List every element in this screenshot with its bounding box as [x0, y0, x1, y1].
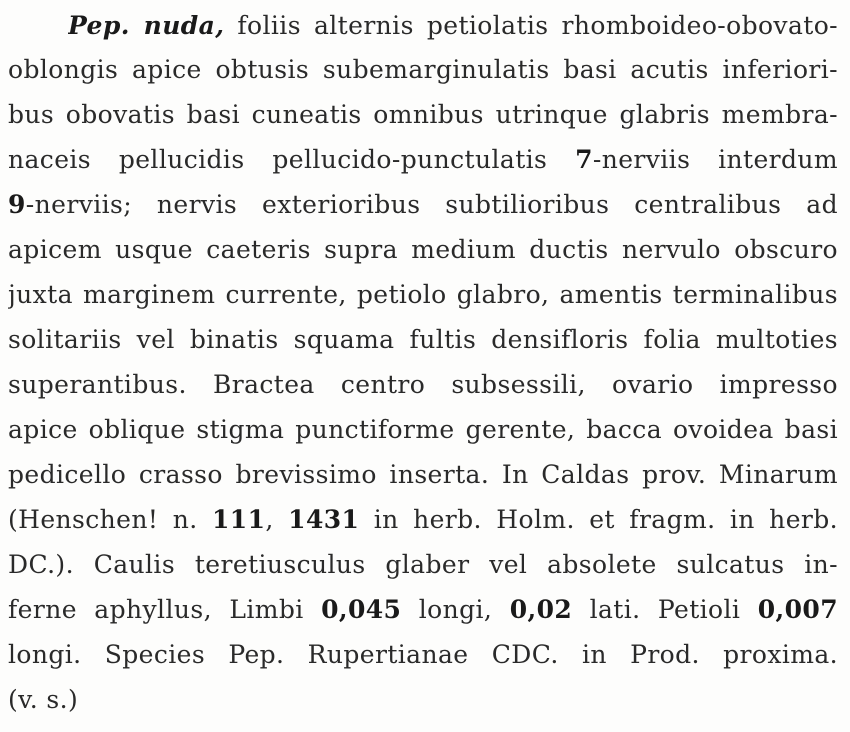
- text-segment: foliis alternis petiolatis rhomboideo-obovato-: [224, 11, 838, 40]
- text-line-14: [8, 590, 838, 630]
- text-segment: in herb. Holm. et fragm. in herb.: [359, 505, 838, 534]
- text-segment: lati. Petioli: [572, 595, 758, 624]
- text-line-7: [8, 275, 838, 315]
- text-line-15: [8, 635, 838, 675]
- text-segment: apicem usque caeteris supra medium ductis nervulo obscuro: [8, 235, 838, 264]
- text-segment: DC.). Caulis teretiusculus glaber vel absolete sulcatus in-: [8, 550, 838, 579]
- text-segment: longi,: [401, 595, 510, 624]
- text-segment: ,: [265, 505, 289, 534]
- text-segment: solitariis vel binatis squama fultis densifloris folia multoties: [8, 325, 838, 354]
- text-line-5: [8, 185, 838, 225]
- text-segment: oblongis apice obtusis subemarginulatis basi acutis inferiori-: [8, 55, 838, 84]
- text-line-9: [8, 365, 838, 405]
- text-line-2: [8, 50, 838, 90]
- text-segment: (Henschen! n.: [8, 505, 213, 534]
- emphasized-text: 1431: [288, 505, 360, 534]
- emphasized-text: 9: [8, 190, 26, 219]
- emphasized-text: 7: [575, 145, 593, 174]
- emphasized-text: 111: [212, 505, 266, 534]
- text-segment: -nerviis interdum: [592, 145, 838, 174]
- text-line-3: [8, 95, 838, 135]
- text-segment: superantibus. Bractea centro subsessili, ovario impresso: [8, 370, 838, 399]
- text-line-13: [8, 545, 838, 585]
- emphasized-text: 0,02: [509, 595, 573, 624]
- text-line-11: [8, 455, 838, 495]
- text-line-10: [8, 410, 838, 450]
- text-segment: ferne aphyllus, Limbi: [8, 595, 322, 624]
- text-segment: longi. Species Pep. Rupertianae CDC. in Prod. proxima.: [8, 640, 838, 669]
- text-line-12: [8, 500, 838, 540]
- text-line-1: [68, 6, 838, 46]
- emphasized-text: 0,045: [321, 595, 402, 624]
- text-segment: pedicello crasso brevissimo inserta. In Caldas prov. Minarum: [8, 460, 838, 489]
- text-line-16: [8, 680, 838, 720]
- text-segment: apice oblique stigma punctiforme gerente, bacca ovoidea basi: [8, 415, 838, 444]
- text-segment: -nerviis; nervis exterioribus subtilioribus centralibus ad: [25, 190, 838, 219]
- emphasized-text: Pep. nuda,: [68, 11, 225, 40]
- text-segment: naceis pellucidis pellucido-punctulatis: [8, 145, 576, 174]
- text-line-8: [8, 320, 838, 360]
- emphasized-text: 0,007: [757, 595, 838, 624]
- text-segment: (v. s.): [8, 685, 79, 714]
- text-line-6: [8, 230, 838, 270]
- text-segment: bus obovatis basi cuneatis omnibus utrinque glabris membra-: [8, 100, 838, 129]
- text-line-4: [8, 140, 838, 180]
- text-segment: juxta marginem currente, petiolo glabro, amentis terminalibus: [8, 280, 838, 309]
